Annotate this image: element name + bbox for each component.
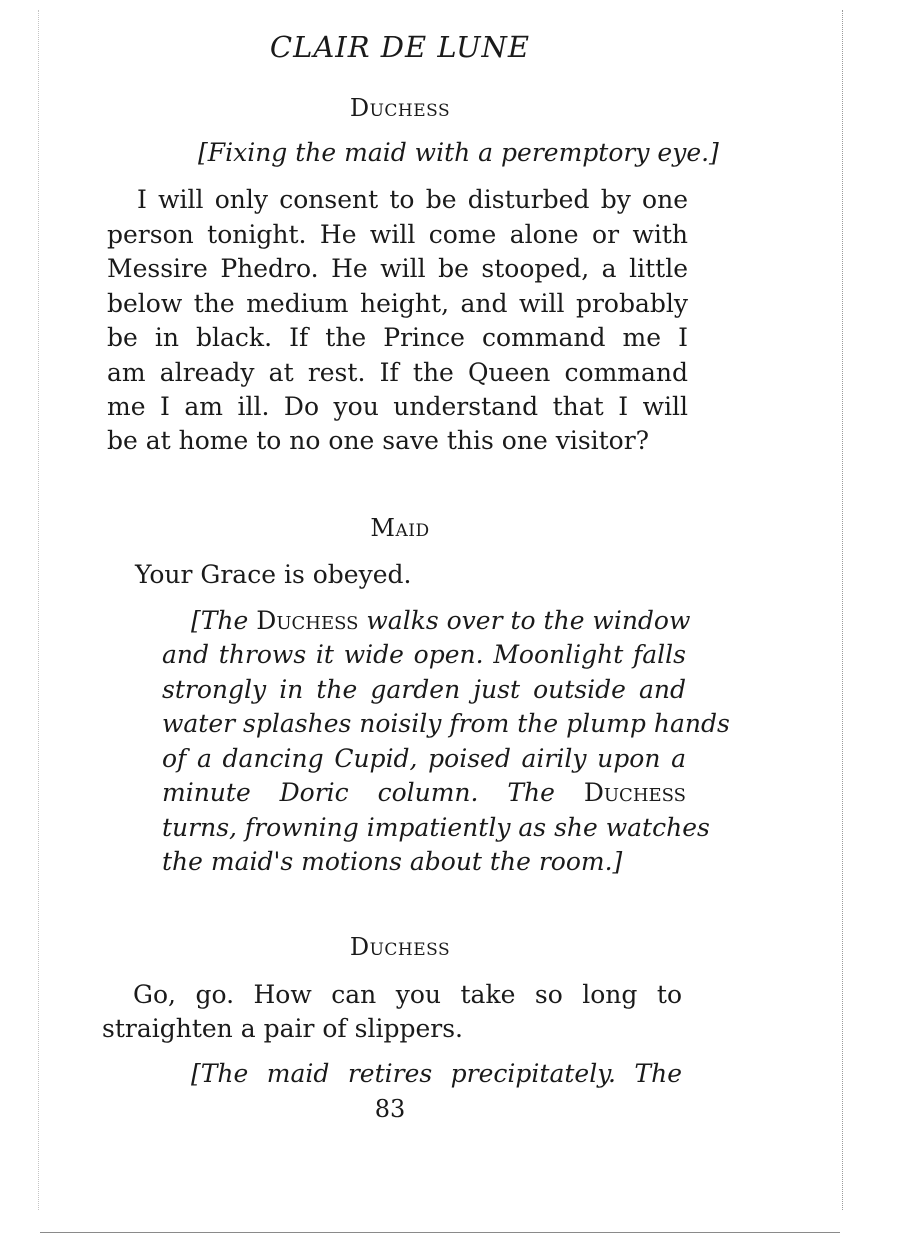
speaker-duchess-2: Duchess [349, 933, 451, 961]
stage-direction-line [162, 776, 686, 810]
stage-direction-line: and throws it wide open. Moonlight falls [162, 640, 686, 669]
stage-direction-line: the maid's motions about the room.] [162, 847, 623, 876]
dialogue-line: am already at rest. If the Queen command [107, 358, 688, 387]
stage-direction-line: of a dancing Cupid, poised airily upon a [162, 744, 686, 773]
page-number: 83 [374, 1095, 406, 1123]
running-head: CLAIR DE LUNE [269, 30, 531, 64]
dialogue-line: be at home to no one save this one visitor? [107, 426, 650, 455]
dialogue-line: be in black. If the Prince command me I [107, 323, 688, 352]
character-name: Duchess [256, 606, 359, 635]
dialogue-line: Your Grace is obeyed. [135, 560, 412, 589]
stage-direction-line: [The maid retires precipitately. The [191, 1059, 682, 1088]
dialogue-line: me I am ill. Do you understand that I will [107, 392, 688, 421]
direction-text: minute Doric column. The [162, 778, 555, 807]
stage-direction-line: water splashes noisily from the plump hands [162, 709, 730, 738]
dialogue-line: Go, go. How can you take so long to [133, 980, 682, 1009]
direction-text: walks over to the window [366, 606, 691, 635]
direction-text: [The [191, 606, 249, 635]
stage-direction-1: [Fixing the maid with a peremptory eye.] [198, 138, 719, 167]
character-name: Duchess [583, 778, 686, 807]
dialogue-line: person tonight. He will come alone or with [107, 220, 688, 249]
speaker-duchess-1: Duchess [349, 94, 451, 122]
dialogue-line: Messire Phedro. He will be stooped, a little [107, 254, 688, 283]
dialogue-line: I will only consent to be disturbed by one [137, 185, 688, 214]
right-page-edge [842, 10, 843, 1210]
stage-direction-line [191, 604, 691, 638]
dialogue-line: below the medium height, and will probably [107, 289, 688, 318]
left-page-edge [38, 10, 39, 1210]
stage-direction-line: turns, frowning impatiently as she watches [162, 813, 710, 842]
dialogue-line: straighten a pair of slippers. [102, 1014, 463, 1043]
bottom-page-edge [40, 1232, 840, 1233]
speaker-maid: Maid [370, 514, 430, 542]
stage-direction-line: strongly in the garden just outside and [162, 675, 686, 704]
